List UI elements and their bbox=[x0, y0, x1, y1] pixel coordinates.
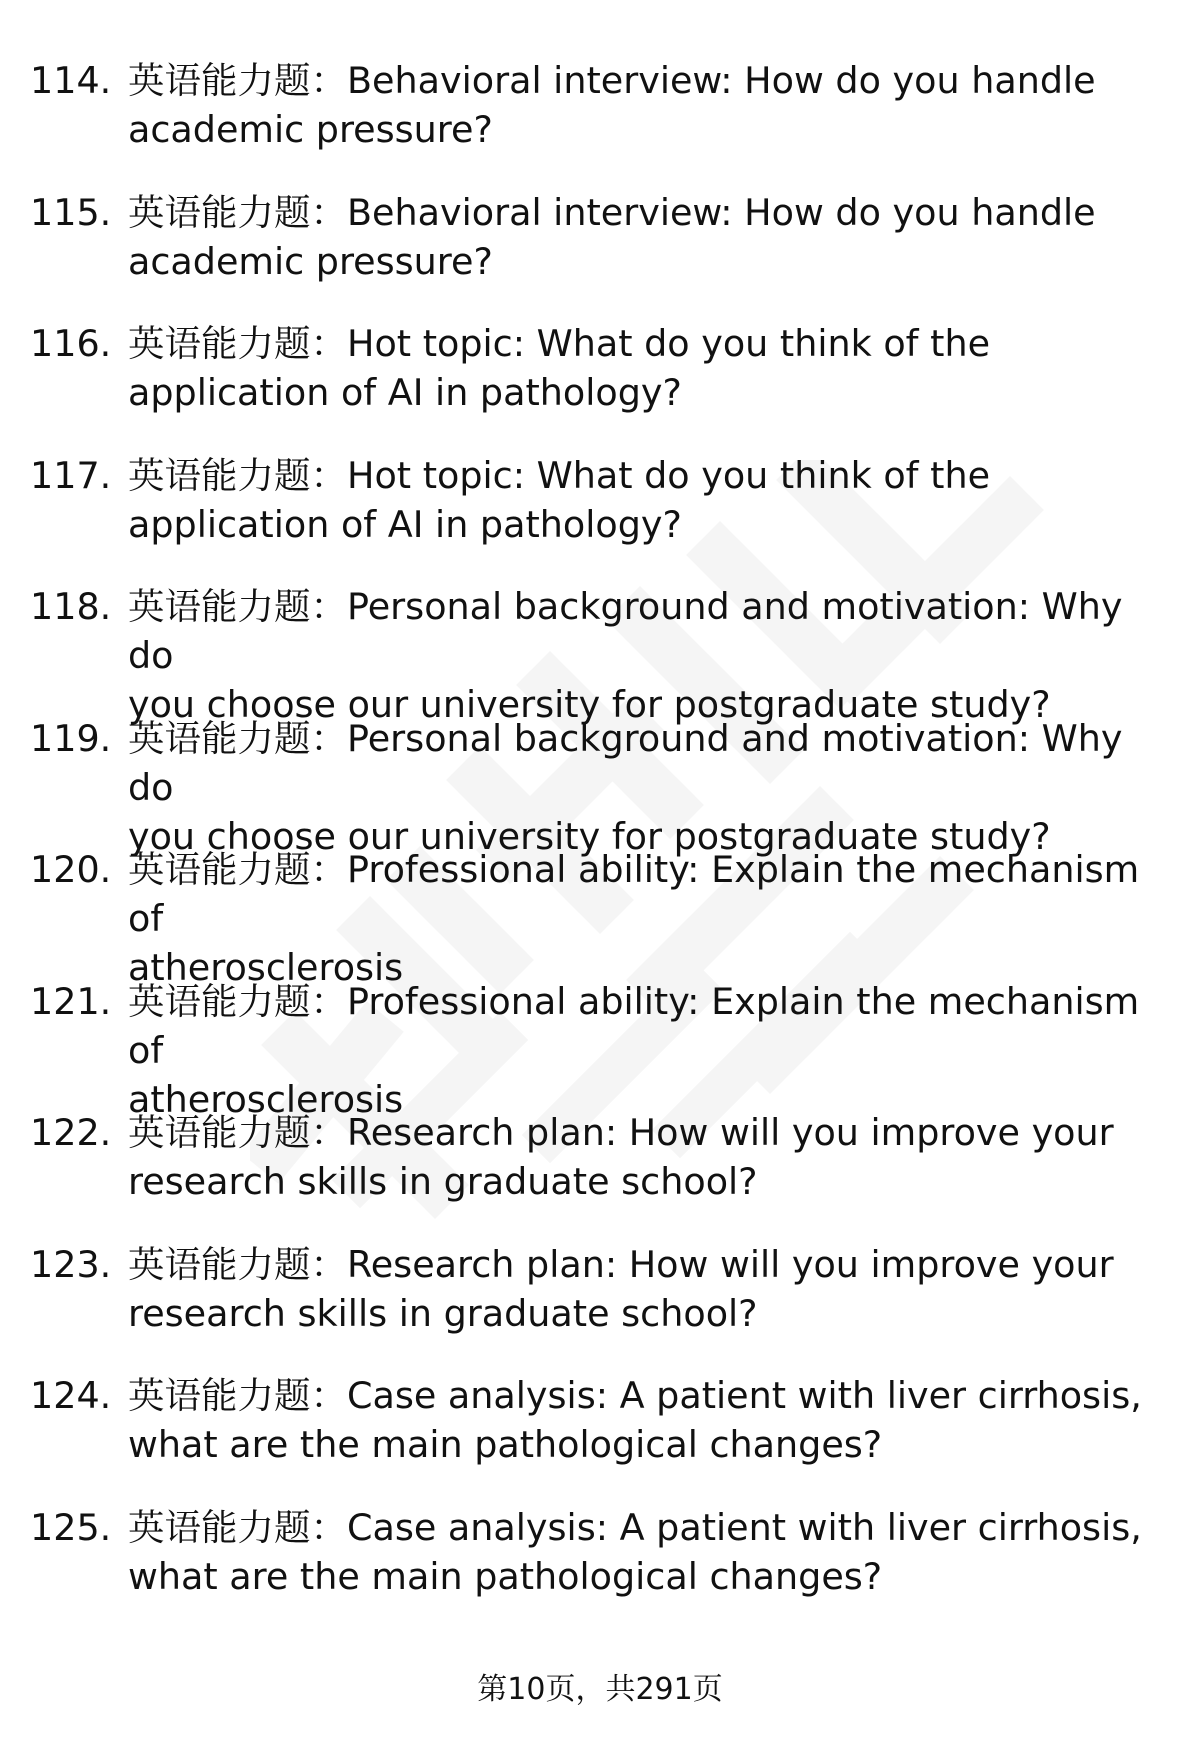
question-item bbox=[30, 1108, 1170, 1240]
question-text: 英语能力题：Personal background and motivation: Why do you choose our university for postgraduate study? bbox=[128, 585, 1123, 726]
question-number: 121. bbox=[30, 979, 112, 1023]
question-text: 英语能力题：Behavioral interview: How do you handle academic pressure? bbox=[128, 190, 1096, 283]
question-text: 英语能力题：Hot topic: What do you think of the application of AI in pathology? bbox=[128, 453, 991, 546]
question-item bbox=[30, 582, 1170, 726]
question-text: 英语能力题：Research plan: How will you improve your research skills in graduate school? bbox=[128, 1242, 1114, 1335]
question-text: 英语能力题：Case analysis: A patient with liver cirrhosis, what are the main pathological changes? bbox=[128, 1505, 1142, 1598]
question-text: 英语能力题：Research plan: How will you improve your research skills in graduate school? bbox=[128, 1111, 1114, 1203]
question-item bbox=[30, 1240, 1170, 1372]
question-number: 124. bbox=[30, 1374, 112, 1417]
page-footer: 第10页，共291页 bbox=[477, 1672, 723, 1707]
question-text: 英语能力题：Personal background and motivation: Why do you choose our university for postgraduate study? bbox=[128, 716, 1123, 858]
question-body bbox=[128, 1108, 1148, 1240]
question-number: 117. bbox=[30, 453, 112, 497]
question-item bbox=[30, 56, 1170, 188]
question-text: 英语能力题：Case analysis: A patient with liver cirrhosis, what are the main pathological changes? bbox=[128, 1374, 1142, 1466]
question-body bbox=[128, 451, 1148, 583]
question-body bbox=[128, 582, 1148, 726]
question-body bbox=[128, 1240, 1148, 1372]
question-text: 英语能力题：Professional ability: Explain the mechanism of atherosclerosis bbox=[128, 979, 1140, 1121]
question-number: 114. bbox=[30, 59, 112, 102]
question-body bbox=[128, 1371, 1148, 1503]
question-number: 122. bbox=[30, 1111, 112, 1154]
question-body bbox=[128, 845, 1148, 989]
question-body bbox=[128, 56, 1148, 188]
question-list bbox=[30, 56, 1170, 1634]
question-number: 123. bbox=[30, 1242, 112, 1286]
question-item bbox=[30, 451, 1170, 583]
question-item bbox=[30, 1371, 1170, 1503]
question-body bbox=[128, 714, 1148, 858]
question-body bbox=[128, 977, 1148, 1121]
question-text: 英语能力题：Behavioral interview: How do you handle academic pressure? bbox=[128, 59, 1096, 151]
question-number: 116. bbox=[30, 322, 112, 365]
question-number: 120. bbox=[30, 848, 112, 891]
question-item bbox=[30, 1503, 1170, 1635]
question-body bbox=[128, 188, 1148, 320]
question-text: 英语能力题：Professional ability: Explain the mechanism of atherosclerosis bbox=[128, 848, 1140, 989]
question-item bbox=[30, 845, 1170, 989]
question-body bbox=[128, 319, 1148, 451]
question-body bbox=[128, 1503, 1148, 1635]
question-text: 英语能力题：Hot topic: What do you think of the application of AI in pathology? bbox=[128, 322, 991, 414]
question-number: 119. bbox=[30, 716, 112, 760]
question-number: 125. bbox=[30, 1505, 112, 1549]
question-item bbox=[30, 714, 1170, 858]
question-item bbox=[30, 319, 1170, 451]
question-number: 118. bbox=[30, 585, 112, 628]
question-number: 115. bbox=[30, 190, 112, 234]
question-item bbox=[30, 977, 1170, 1121]
question-item bbox=[30, 188, 1170, 320]
